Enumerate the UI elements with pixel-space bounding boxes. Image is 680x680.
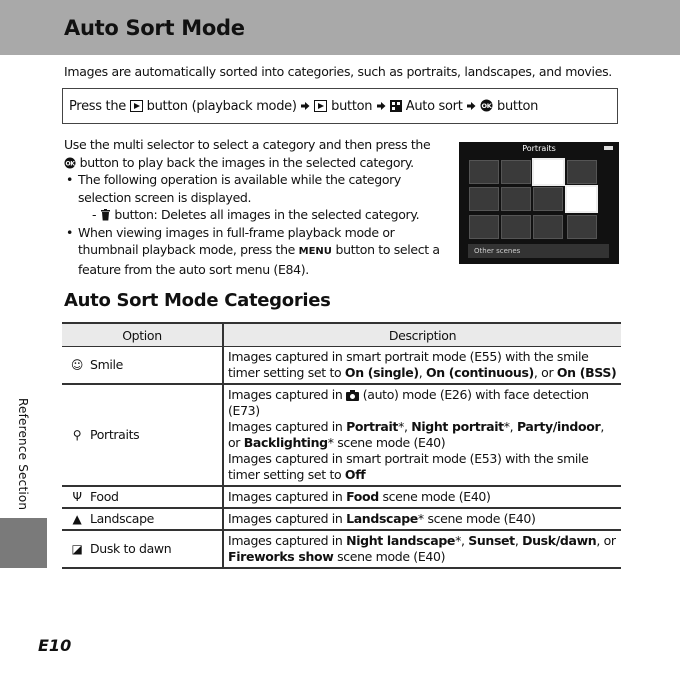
- screen-title: Portraits: [522, 144, 556, 153]
- thumbnail-selected: [565, 185, 598, 213]
- text: ,: [514, 533, 523, 548]
- text: Images captured in: [228, 387, 347, 402]
- text: (auto) mode (: [359, 387, 445, 402]
- path-text: button: [493, 99, 539, 114]
- text: E40): [417, 549, 446, 564]
- dusk-icon: ◪: [71, 542, 83, 556]
- trash-icon: [100, 209, 111, 221]
- food-icon: Ψ: [72, 490, 82, 504]
- arrow-right-icon: [300, 100, 310, 112]
- table-row: [62, 508, 621, 530]
- text: * scene mode (: [327, 435, 419, 450]
- option-cell: [62, 508, 223, 530]
- intro-text: Images are automatically sorted into categories, such as portraits, landscapes, and movies.: [64, 64, 612, 79]
- text: The following operation is available while the category selection screen is displayed.: [78, 172, 401, 205]
- description-cell: [223, 508, 621, 530]
- thumbnail-selected: [532, 158, 565, 186]
- text: Night landscape: [346, 533, 456, 548]
- text: Images captured in: [228, 533, 347, 548]
- text: When viewing images in full-frame playback mode or thumbnail playback mode, press the: [78, 224, 395, 257]
- navigation-path-box: [62, 88, 618, 124]
- bullet-item: [64, 224, 444, 279]
- text: -: [92, 207, 100, 222]
- description-cell: [223, 384, 621, 486]
- text: Sunset: [468, 533, 515, 548]
- text: Portrait: [346, 419, 399, 434]
- section-title: Auto Sort Mode Categories: [64, 290, 331, 311]
- arrow-right-icon: [466, 100, 476, 112]
- playback-icon: [130, 100, 143, 112]
- thumbnail: [501, 160, 531, 184]
- option-cell: [62, 530, 223, 568]
- description-cell: [223, 347, 621, 385]
- option-cell: [62, 384, 223, 486]
- option-label: Food: [90, 489, 119, 504]
- option-label: Smile: [90, 357, 123, 372]
- thumbnail: [469, 187, 499, 211]
- text: E73): [232, 403, 260, 418]
- ok-button-icon: [64, 157, 76, 169]
- option-cell: [62, 486, 223, 508]
- battery-icon: [604, 146, 613, 150]
- text: Use the multi selector to select a category and then press the: [64, 137, 431, 152]
- text: E84).: [277, 261, 309, 277]
- thumbnail: [533, 187, 563, 211]
- text: button: Deletes all images in the selected category.: [110, 207, 420, 222]
- thumbnail: [469, 215, 499, 239]
- svg-text:OK: OK: [481, 102, 492, 110]
- table-row: [62, 384, 621, 486]
- landscape-icon: ▲: [72, 512, 82, 526]
- section-tab: [0, 518, 47, 568]
- desc-line: [228, 451, 617, 483]
- arrow-right-icon: [376, 100, 386, 112]
- text: E40): [418, 435, 446, 450]
- categories-table: [62, 322, 621, 569]
- text: , or: [533, 365, 557, 380]
- text: E40): [463, 489, 491, 504]
- text: E26) with face detection (: [228, 387, 589, 418]
- text: ,: [418, 365, 426, 380]
- text: On (BSS): [556, 365, 617, 380]
- column-header-description: Description: [223, 323, 621, 347]
- text: , or: [596, 533, 616, 548]
- desc-line: [228, 419, 617, 451]
- option-label: Landscape: [90, 511, 155, 526]
- description-cell: [223, 530, 621, 568]
- text: *,: [455, 533, 469, 548]
- table-row: [62, 347, 621, 385]
- page-number: E10: [38, 636, 72, 655]
- ok-button-icon: [480, 99, 493, 112]
- text: *,: [398, 419, 412, 434]
- thumbnail: [533, 215, 563, 239]
- path-text: button (playback mode): [142, 99, 301, 114]
- screen-footer: Other scenes: [468, 244, 609, 258]
- text: Images captured in: [228, 419, 347, 434]
- text: scene mode (: [378, 489, 464, 504]
- desc-line: [228, 387, 617, 419]
- text: button to play back the images in the selected category.: [76, 154, 414, 170]
- path-text: Auto sort: [401, 99, 467, 114]
- thumbnail: [567, 160, 597, 184]
- text: Off: [344, 467, 366, 482]
- menu-button-icon: MENU: [298, 246, 332, 257]
- option-label: Dusk to dawn: [90, 541, 172, 556]
- text: On (single): [344, 365, 419, 380]
- column-header-option: Option: [62, 323, 223, 347]
- text: On (continuous): [425, 365, 534, 380]
- text: E55) with the smile timer setting set to: [228, 349, 589, 380]
- text: Images captured in smart portrait mode (: [228, 451, 475, 466]
- svg-text:OK: OK: [65, 160, 75, 167]
- option-cell: [62, 347, 223, 385]
- text: E40): [508, 511, 536, 526]
- text: , or: [228, 419, 604, 450]
- page-title: Auto Sort Mode: [64, 16, 245, 40]
- text: Fireworks show: [228, 549, 334, 564]
- thumbnail: [501, 215, 531, 239]
- sub-item: [78, 206, 444, 224]
- text: Images captured in: [228, 489, 347, 504]
- path-text: Press the: [69, 99, 130, 114]
- text: Night portrait: [411, 419, 504, 434]
- thumbnail: [567, 215, 597, 239]
- thumbnail: [469, 160, 499, 184]
- text: Party/indoor: [516, 419, 601, 434]
- text: Backlighting: [243, 435, 328, 450]
- text: Images captured in: [228, 511, 347, 526]
- bullet-item: [64, 171, 444, 224]
- smile-icon: ☺: [70, 358, 84, 372]
- option-label: Portraits: [90, 427, 140, 442]
- text: Dusk/dawn: [522, 533, 597, 548]
- side-section-label: [0, 398, 30, 516]
- camera-icon: [346, 390, 359, 401]
- table-row: [62, 486, 621, 508]
- text: Food: [346, 489, 379, 504]
- playback-icon: [314, 100, 327, 112]
- table-row: [62, 530, 621, 568]
- page-header: [0, 0, 680, 55]
- side-label-text: Reference Section: [16, 398, 30, 511]
- instructions: [64, 136, 444, 278]
- path-text: button: [327, 99, 377, 114]
- auto-sort-icon: [390, 100, 402, 112]
- text: Landscape: [346, 511, 418, 526]
- camera-screen-illustration: [459, 142, 619, 264]
- text: * scene mode (: [417, 511, 509, 526]
- text: E53) with the smile timer setting set to: [228, 451, 589, 482]
- instruction-paragraph: [64, 136, 444, 171]
- thumbnail: [501, 187, 531, 211]
- text: Images captured in smart portrait mode (: [228, 349, 475, 364]
- text: scene mode (: [333, 549, 418, 564]
- text: button to select a feature from the auto sort menu (: [78, 242, 440, 277]
- text: *,: [503, 419, 517, 434]
- description-cell: [223, 486, 621, 508]
- portrait-icon: ⚲: [72, 428, 82, 442]
